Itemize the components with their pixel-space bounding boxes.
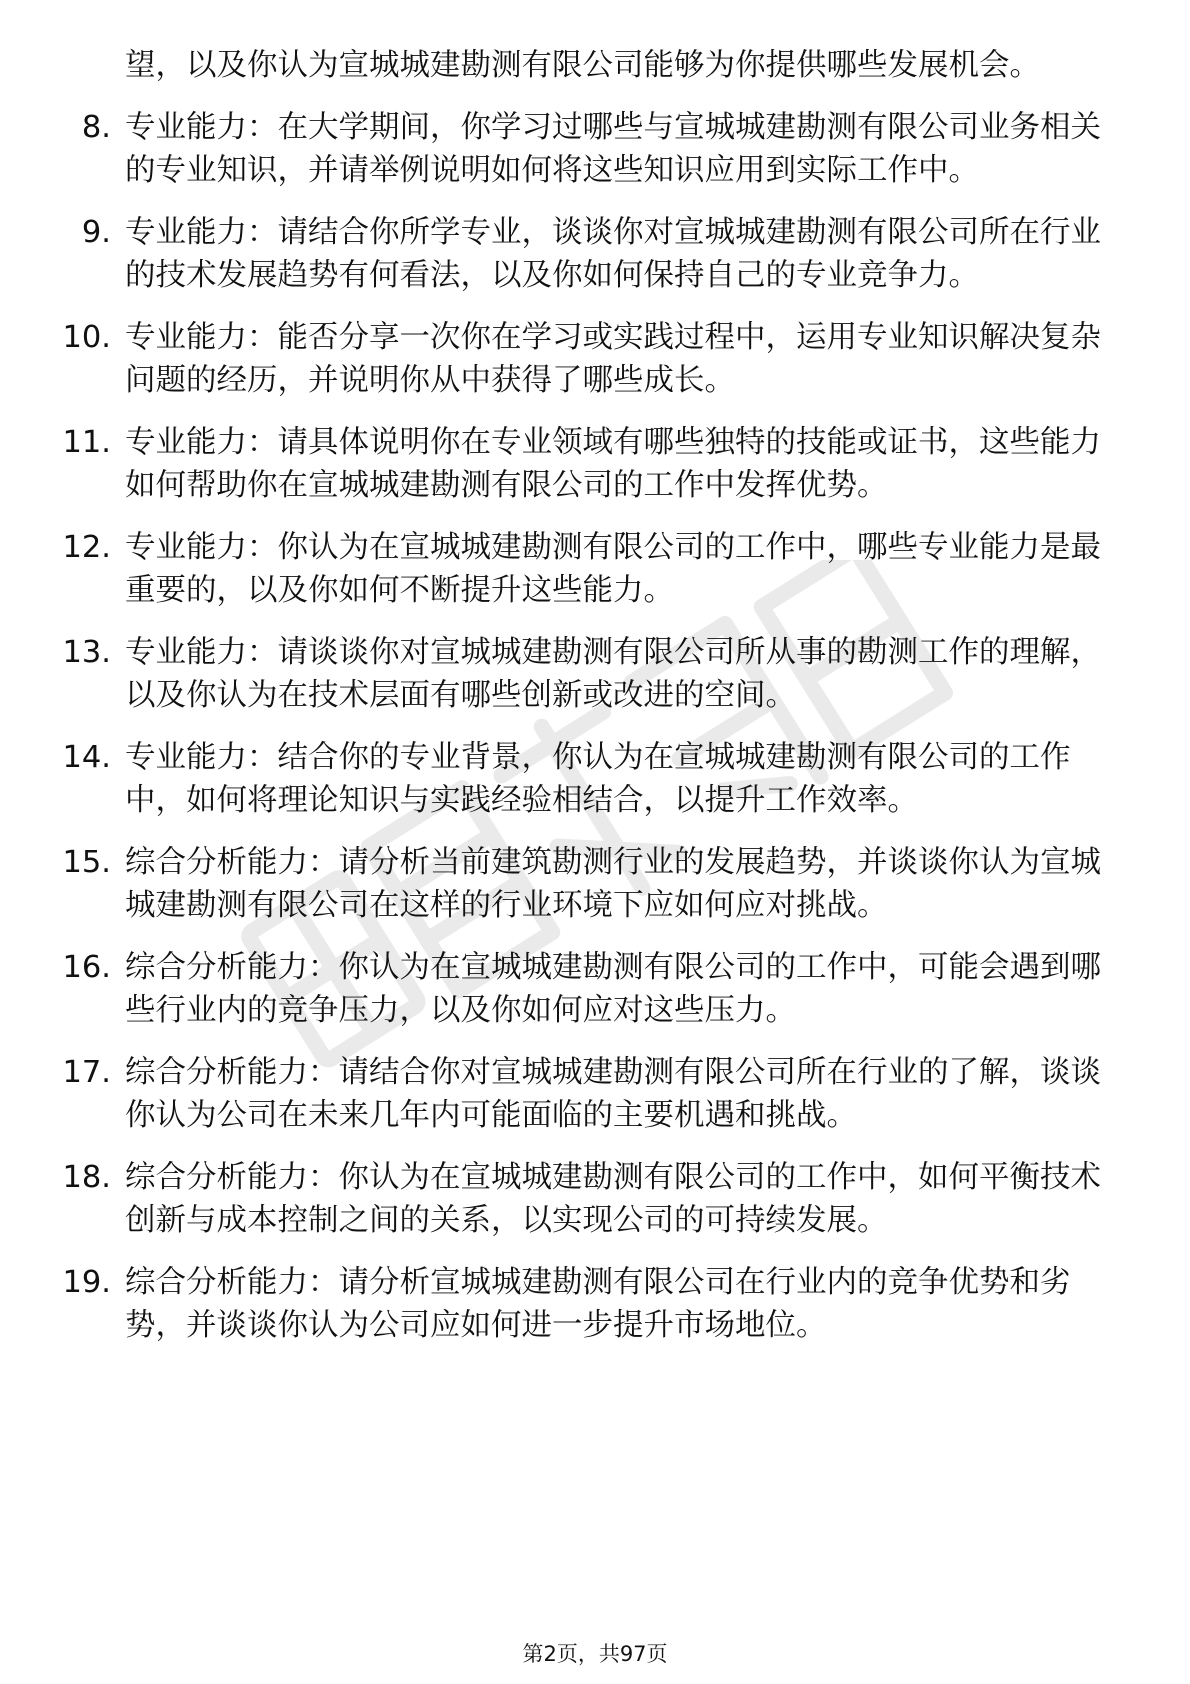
question-list (0, 44, 1190, 1366)
item-number: 18. (62, 1160, 111, 1195)
item-number: 15. (62, 845, 111, 880)
item-number: 16. (62, 950, 111, 985)
list-item (62, 526, 1105, 612)
item-text: 专业能力：请结合你所学专业，谈谈你对宣城城建勘测有限公司所在行业的技术发展趋势有何看法，以及你如何保持自己的专业竞争力。 (125, 215, 1101, 293)
item-number: 11. (62, 425, 111, 460)
item-number: 14. (62, 740, 111, 775)
list-item (62, 736, 1105, 822)
list-item (62, 1051, 1105, 1137)
item-text: 专业能力：结合你的专业背景，你认为在宣城城建勘测有限公司的工作中，如何将理论知识与实践经验相结合，以提升工作效率。 (125, 740, 1071, 818)
list-item (62, 946, 1105, 1032)
item-text: 综合分析能力：请结合你对宣城城建勘测有限公司所在行业的了解，谈谈你认为公司在未来几年内可能面临的主要机遇和挑战。 (125, 1055, 1101, 1133)
item-text: 专业能力：请具体说明你在专业领域有哪些独特的技能或证书，这些能力如何帮助你在宣城城建勘测有限公司的工作中发挥优势。 (125, 425, 1101, 503)
item-text: 综合分析能力：你认为在宣城城建勘测有限公司的工作中，可能会遇到哪些行业内的竞争压力，以及你如何应对这些压力。 (125, 950, 1101, 1028)
list-item (62, 1261, 1105, 1347)
list-item (62, 841, 1105, 927)
list-item (62, 421, 1105, 507)
item-number: 8. (81, 110, 111, 145)
item-number: 19. (62, 1265, 111, 1300)
item-text: 专业能力：在大学期间，你学习过哪些与宣城城建勘测有限公司业务相关的专业知识，并请举例说明如何将这些知识应用到实际工作中。 (125, 110, 1101, 188)
item-number: 13. (62, 635, 111, 670)
page-number-label: 第2页，共97页 (522, 1642, 668, 1666)
item-number: 9. (81, 215, 111, 250)
item-text: 专业能力：请谈谈你对宣城城建勘测有限公司所从事的勘测工作的理解，以及你认为在技术层面有哪些创新或改进的空间。 (125, 635, 1101, 713)
list-item (81, 106, 1105, 192)
list-item (62, 316, 1105, 402)
item-number: 12. (62, 530, 111, 565)
continuation-text: 望，以及你认为宣城城建勘测有限公司能够为你提供哪些发展机会。 (125, 48, 1040, 83)
item-number: 10. (62, 320, 111, 355)
list-item (62, 631, 1105, 717)
list-item (62, 1156, 1105, 1242)
item-text: 专业能力：你认为在宣城城建勘测有限公司的工作中，哪些专业能力是最重要的，以及你如何不断提升这些能力。 (125, 530, 1101, 608)
item-number: 17. (62, 1055, 111, 1090)
item-text: 综合分析能力：你认为在宣城城建勘测有限公司的工作中，如何平衡技术创新与成本控制之间的关系，以实现公司的可持续发展。 (125, 1160, 1101, 1238)
item-text: 综合分析能力：请分析宣城城建勘测有限公司在行业内的竞争优势和劣势，并谈谈你认为公司应如何进一步提升市场地位。 (125, 1265, 1071, 1343)
page-footer (0, 1640, 1190, 1668)
list-item (81, 211, 1105, 297)
item-text: 专业能力：能否分享一次你在学习或实践过程中，运用专业知识解决复杂问题的经历，并说明你从中获得了哪些成长。 (125, 320, 1101, 398)
item-text: 综合分析能力：请分析当前建筑勘测行业的发展趋势，并谈谈你认为宣城城建勘测有限公司在这样的行业环境下应如何应对挑战。 (125, 845, 1101, 923)
